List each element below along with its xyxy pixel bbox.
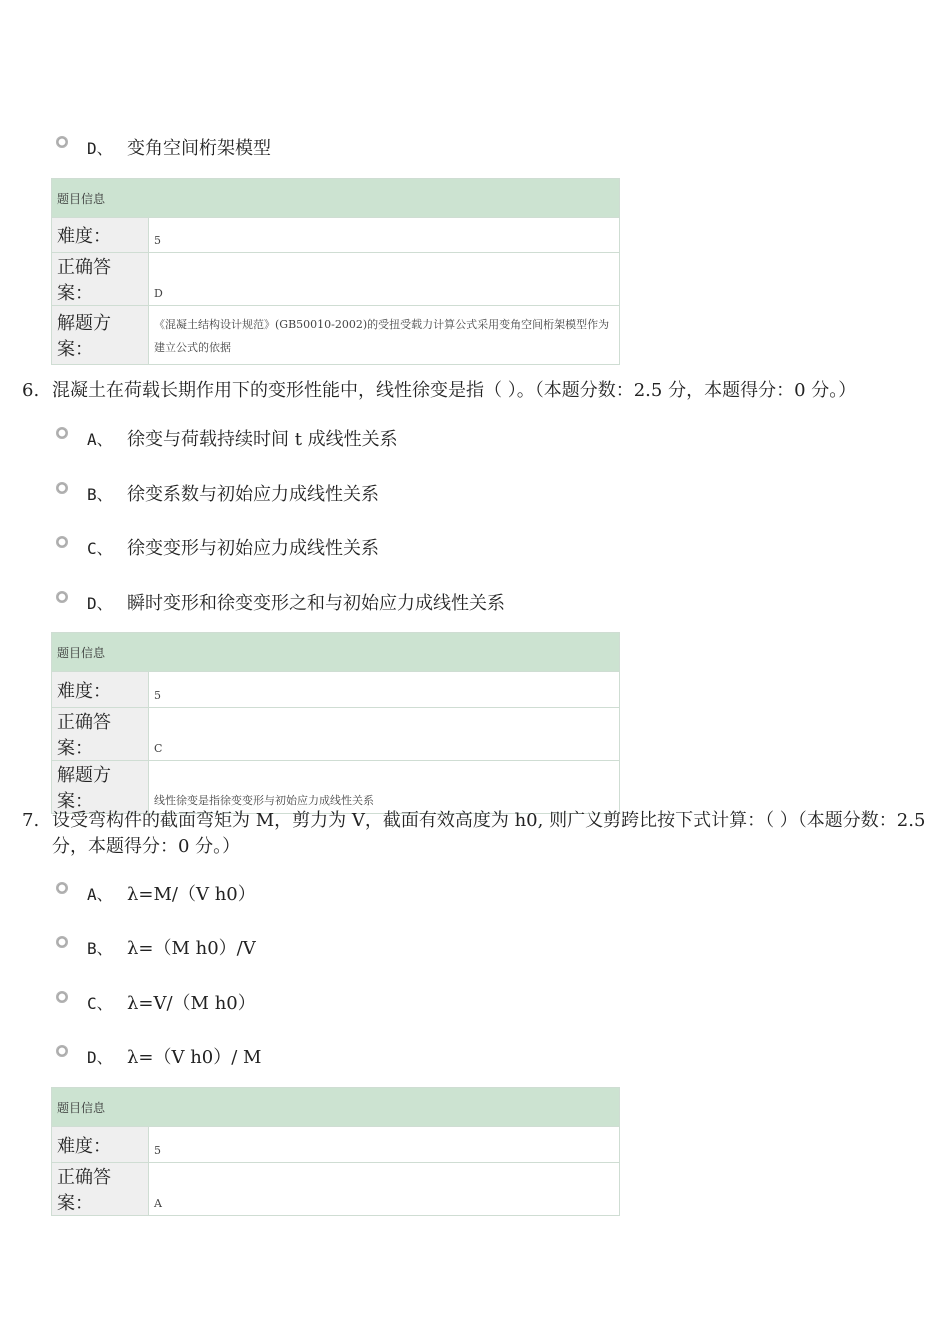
- difficulty-value: 5: [149, 218, 620, 253]
- q5-option-d[interactable]: [56, 134, 271, 160]
- option-letter: D、: [87, 138, 113, 158]
- option-text: λ=M/（V h0）: [127, 884, 256, 905]
- option-letter: A、: [87, 429, 113, 449]
- q7-option-c[interactable]: [56, 989, 256, 1015]
- q6-info-table: [51, 632, 620, 814]
- q7-option-a[interactable]: [56, 880, 256, 906]
- radio-icon[interactable]: [56, 936, 68, 948]
- option-letter: C、: [87, 538, 113, 558]
- q7-option-b[interactable]: [56, 934, 256, 960]
- q5-info-table: [51, 178, 620, 365]
- solution-label: 解题方案：: [52, 761, 149, 814]
- radio-icon[interactable]: [56, 482, 68, 494]
- question-text: 设受弯构件的截面弯矩为 M，剪力为 V，截面有效高度为 h0, 则广义剪跨比按下式计算：（ ）（本题分数：2.5 分，本题得分：0 分。）: [52, 810, 926, 857]
- option-letter: A、: [87, 884, 113, 904]
- solution-value: 线性徐变是指徐变变形与初始应力成线性关系: [149, 761, 620, 814]
- difficulty-value: 5: [149, 1127, 620, 1163]
- radio-icon[interactable]: [56, 427, 68, 439]
- option-text: 徐变变形与初始应力成线性关系: [127, 538, 379, 559]
- q6-question: [22, 378, 932, 404]
- radio-icon[interactable]: [56, 591, 68, 603]
- option-letter: C、: [87, 993, 113, 1013]
- option-text: 瞬时变形和徐变变形之和与初始应力成线性关系: [127, 593, 505, 614]
- q6-option-b[interactable]: [56, 480, 379, 506]
- option-text: 徐变与荷载持续时间 t 成线性关系: [127, 429, 398, 450]
- option-letter: D、: [87, 1047, 113, 1067]
- difficulty-value: 5: [149, 672, 620, 708]
- option-text: 变角空间桁架模型: [127, 138, 271, 159]
- option-letter: B、: [87, 484, 113, 504]
- option-letter: D、: [87, 593, 113, 613]
- question-number: 7.: [22, 810, 40, 831]
- option-letter: B、: [87, 938, 113, 958]
- q7-info-table: [51, 1087, 620, 1216]
- option-text: λ=（V h0）/ M: [127, 1047, 262, 1068]
- info-header: 题目信息: [52, 1088, 620, 1127]
- difficulty-label: 难度：: [52, 218, 149, 253]
- q6-option-c[interactable]: [56, 534, 379, 560]
- q6-option-a[interactable]: [56, 425, 398, 451]
- option-text: λ=V/（M h0）: [127, 993, 256, 1014]
- answer-value: A: [149, 1163, 620, 1216]
- radio-icon[interactable]: [56, 991, 68, 1003]
- info-header: 题目信息: [52, 179, 620, 218]
- question-text: 混凝土在荷载长期作用下的变形性能中，线性徐变是指（ ）。（本题分数：2.5 分，本题得分：0 分。）: [52, 380, 857, 401]
- q7-option-d[interactable]: [56, 1043, 261, 1069]
- info-header: 题目信息: [52, 633, 620, 672]
- question-number: 6.: [22, 380, 40, 401]
- difficulty-label: 难度：: [52, 1127, 149, 1163]
- difficulty-label: 难度：: [52, 672, 149, 708]
- option-text: λ=（M h0）/V: [127, 938, 256, 959]
- solution-value: 《混凝土结构设计规范》(GB50010-2002)的受扭受载力计算公式采用变角空间桁架模型作为建立公式的依据: [149, 306, 620, 365]
- solution-label: 解题方案：: [52, 306, 149, 365]
- radio-icon[interactable]: [56, 882, 68, 894]
- answer-label: 正确答案：: [52, 708, 149, 761]
- answer-label: 正确答案：: [52, 1163, 149, 1216]
- q7-question: [22, 808, 932, 860]
- option-text: 徐变系数与初始应力成线性关系: [127, 484, 379, 505]
- radio-icon[interactable]: [56, 536, 68, 548]
- answer-label: 正确答案：: [52, 253, 149, 306]
- radio-icon[interactable]: [56, 136, 68, 148]
- answer-value: C: [149, 708, 620, 761]
- answer-value: D: [149, 253, 620, 306]
- q6-option-d[interactable]: [56, 589, 505, 615]
- radio-icon[interactable]: [56, 1045, 68, 1057]
